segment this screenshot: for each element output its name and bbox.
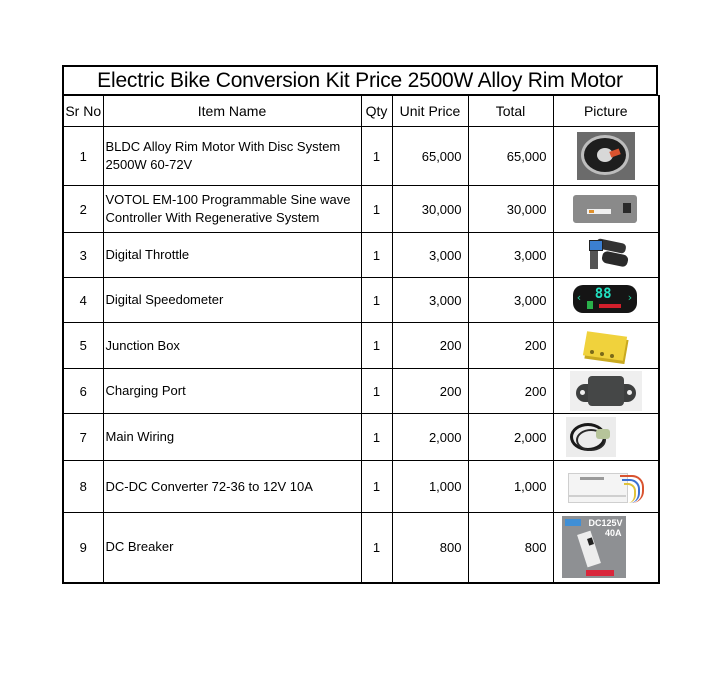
qty-cell: 1 <box>361 278 392 323</box>
breaker-voltage-label: DC125V <box>588 518 623 529</box>
total-cell: 30,000 <box>468 186 553 233</box>
item-name-cell: BLDC Alloy Rim Motor With Disc System 2500W 60-72V <box>103 127 361 186</box>
unit-price-cell: 3,000 <box>392 233 468 278</box>
qty-cell: 1 <box>361 414 392 461</box>
col-header-total: Total <box>468 96 553 127</box>
sr-no-cell: 7 <box>63 414 103 461</box>
table-row <box>63 369 659 414</box>
charging-port-image <box>570 371 642 411</box>
item-name-cell: Junction Box <box>103 323 361 369</box>
dc-breaker-image <box>562 516 626 578</box>
picture-cell <box>553 414 659 461</box>
speedometer-reading: 88 <box>594 286 612 302</box>
item-name-cell: DC-DC Converter 72-36 to 12V 10A <box>103 461 361 513</box>
qty-cell: 1 <box>361 513 392 583</box>
table-row <box>63 278 659 323</box>
table-row <box>63 233 659 278</box>
item-name-cell: VOTOL EM-100 Programmable Sine wave Controller With Regenerative System <box>103 186 361 233</box>
total-cell: 3,000 <box>468 278 553 323</box>
sr-no-cell: 8 <box>63 461 103 513</box>
price-table <box>62 95 660 584</box>
col-header-qty: Qty <box>361 96 392 127</box>
hub-motor-image <box>577 132 635 180</box>
qty-cell: 1 <box>361 127 392 186</box>
controller-image <box>571 191 641 227</box>
picture-cell <box>553 233 659 278</box>
unit-price-cell: 3,000 <box>392 278 468 323</box>
col-header-unit-price: Unit Price <box>392 96 468 127</box>
picture-cell <box>553 278 659 323</box>
table-row <box>63 323 659 369</box>
total-cell: 200 <box>468 323 553 369</box>
unit-price-cell: 200 <box>392 369 468 414</box>
picture-cell <box>553 369 659 414</box>
unit-price-cell: 200 <box>392 323 468 369</box>
junction-box-image <box>581 328 631 364</box>
item-name-cell: Charging Port <box>103 369 361 414</box>
table-row <box>63 127 659 186</box>
table-row <box>63 414 659 461</box>
qty-cell: 1 <box>361 323 392 369</box>
sr-no-cell: 3 <box>63 233 103 278</box>
item-name-cell: DC Breaker <box>103 513 361 583</box>
total-cell: 200 <box>468 369 553 414</box>
wiring-harness-image <box>566 417 616 457</box>
total-cell: 3,000 <box>468 233 553 278</box>
total-cell: 800 <box>468 513 553 583</box>
sr-no-cell: 5 <box>63 323 103 369</box>
item-name-cell: Digital Throttle <box>103 233 361 278</box>
picture-cell <box>553 323 659 369</box>
price-sheet <box>62 65 658 584</box>
sr-no-cell: 4 <box>63 278 103 323</box>
qty-cell: 1 <box>361 461 392 513</box>
qty-cell: 1 <box>361 186 392 233</box>
throttle-image <box>582 235 630 275</box>
sr-no-cell: 2 <box>63 186 103 233</box>
table-row <box>63 513 659 583</box>
unit-price-cell: 2,000 <box>392 414 468 461</box>
header-row <box>63 96 659 127</box>
sr-no-cell: 1 <box>63 127 103 186</box>
breaker-current-label: 40A <box>604 528 622 539</box>
picture-cell <box>553 186 659 233</box>
speedometer-image: ‹ › 88 <box>573 283 639 317</box>
unit-price-cell: 30,000 <box>392 186 468 233</box>
item-name-cell: Main Wiring <box>103 414 361 461</box>
total-cell: 1,000 <box>468 461 553 513</box>
picture-cell <box>553 127 659 186</box>
dc-converter-image <box>564 465 648 509</box>
qty-cell: 1 <box>361 369 392 414</box>
qty-cell: 1 <box>361 233 392 278</box>
total-cell: 65,000 <box>468 127 553 186</box>
table-row <box>63 461 659 513</box>
sr-no-cell: 6 <box>63 369 103 414</box>
sheet-title: Electric Bike Conversion Kit Price 2500W Alloy Rim Motor <box>62 65 658 95</box>
total-cell: 2,000 <box>468 414 553 461</box>
unit-price-cell: 1,000 <box>392 461 468 513</box>
col-header-item-name: Item Name <box>103 96 361 127</box>
unit-price-cell: 800 <box>392 513 468 583</box>
picture-cell <box>553 461 659 513</box>
table-row <box>63 186 659 233</box>
col-header-sr-no: Sr No <box>63 96 103 127</box>
col-header-picture: Picture <box>553 96 659 127</box>
sr-no-cell: 9 <box>63 513 103 583</box>
item-name-cell: Digital Speedometer <box>103 278 361 323</box>
unit-price-cell: 65,000 <box>392 127 468 186</box>
picture-cell <box>553 513 659 583</box>
